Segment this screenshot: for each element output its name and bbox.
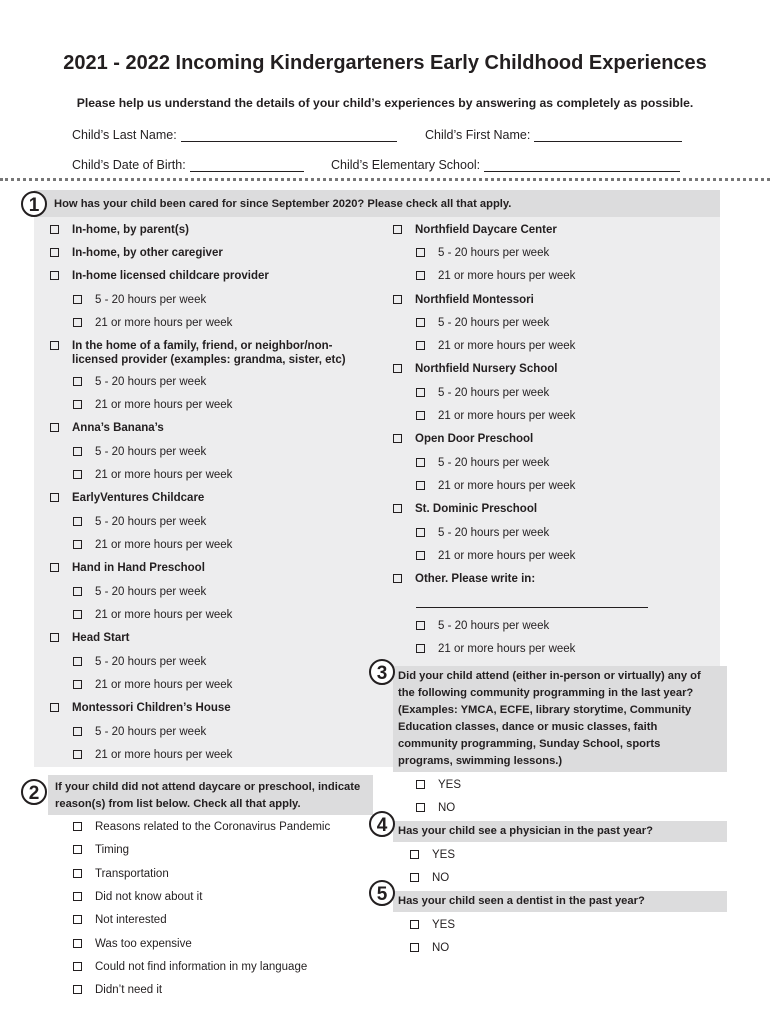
option-label: 5 - 20 hours per week xyxy=(438,620,550,632)
q1-left-option-22[interactable] xyxy=(73,748,232,762)
checkbox[interactable] xyxy=(73,657,82,666)
q4-number-badge: 4 xyxy=(369,811,395,837)
option-label: YES xyxy=(432,919,456,931)
checkbox[interactable] xyxy=(73,377,82,386)
q2-option-0[interactable] xyxy=(73,820,330,834)
option-label: Other. Please write in: xyxy=(415,573,536,585)
q4-option-1[interactable] xyxy=(410,871,449,885)
q5-number-badge: 5 xyxy=(369,880,395,906)
q1-left-option-1[interactable] xyxy=(50,246,223,260)
checkbox[interactable] xyxy=(50,341,59,350)
checkbox[interactable] xyxy=(73,587,82,596)
option-label: 5 - 20 hours per week xyxy=(95,516,207,528)
checkbox[interactable] xyxy=(393,364,402,373)
checkbox[interactable] xyxy=(416,271,425,280)
option-label: 21 or more hours per week xyxy=(95,399,233,411)
q5-option-1[interactable] xyxy=(410,941,449,955)
dob-input-line[interactable] xyxy=(190,159,304,172)
q1-right-option-5[interactable] xyxy=(416,339,575,353)
q1-left-option-16[interactable] xyxy=(73,608,232,622)
option-label: Montessori Children’s House xyxy=(72,702,231,714)
checkbox[interactable] xyxy=(416,318,425,327)
checkbox[interactable] xyxy=(416,528,425,537)
option-label: 21 or more hours per week xyxy=(438,410,576,422)
q3-option-1[interactable] xyxy=(416,801,455,815)
option-label: Not interested xyxy=(95,914,167,927)
checkbox[interactable] xyxy=(73,750,82,759)
checkbox[interactable] xyxy=(50,248,59,257)
option-label: Reasons related to the Coronavirus Pandemic xyxy=(95,821,331,833)
checkbox[interactable] xyxy=(416,644,425,653)
school-input-line[interactable] xyxy=(484,159,680,172)
last-name-label: Child’s Last Name: xyxy=(72,128,177,142)
checkbox[interactable] xyxy=(50,225,59,234)
option-label: 5 - 20 hours per week xyxy=(95,586,207,598)
option-label: NO xyxy=(438,802,456,814)
last-name-field[interactable] xyxy=(72,128,397,142)
q1-right-option-15[interactable] xyxy=(393,572,535,586)
dob-field[interactable] xyxy=(72,158,304,172)
q1-left-option-9[interactable] xyxy=(73,445,206,459)
checkbox[interactable] xyxy=(416,780,425,789)
checkbox[interactable] xyxy=(73,845,82,854)
q1-number-badge: 1 xyxy=(21,191,47,217)
q1-question-text: How has your child been cared for since September 2020? Please check all that apply. xyxy=(54,198,512,210)
option-label: 5 - 20 hours per week xyxy=(438,527,550,539)
option-label: 5 - 20 hours per week xyxy=(95,446,207,458)
q1-right-option-16[interactable] xyxy=(416,619,549,633)
checkbox[interactable] xyxy=(73,470,82,479)
q1-right-option-14[interactable] xyxy=(416,549,575,563)
q4-option-0[interactable] xyxy=(410,848,455,862)
q4-question-text: Has your child see a physician in the past year? xyxy=(398,825,653,837)
q3-number-badge: 3 xyxy=(369,659,395,685)
checkbox[interactable] xyxy=(73,892,82,901)
school-field[interactable] xyxy=(331,158,680,172)
checkbox[interactable] xyxy=(416,621,425,630)
form-title: 2021 - 2022 Incoming Kindergarteners Early Childhood Experiences xyxy=(63,52,707,74)
checkbox[interactable] xyxy=(50,633,59,642)
q1-left-option-20[interactable] xyxy=(50,701,231,715)
option-label: St. Dominic Preschool xyxy=(415,503,538,515)
checkbox[interactable] xyxy=(73,517,82,526)
option-label: 21 or more hours per week xyxy=(95,317,233,329)
checkbox[interactable] xyxy=(50,271,59,280)
option-label: 21 or more hours per week xyxy=(438,550,576,562)
option-label: 21 or more hours per week xyxy=(438,480,576,492)
checkbox[interactable] xyxy=(50,563,59,572)
q1-right-option-7[interactable] xyxy=(416,386,549,400)
checkbox[interactable] xyxy=(73,610,82,619)
checkbox[interactable] xyxy=(73,400,82,409)
checkbox[interactable] xyxy=(410,943,419,952)
option-label: YES xyxy=(432,849,456,861)
option-label: Timing xyxy=(95,844,130,857)
q1-left-option-3[interactable] xyxy=(73,293,206,307)
school-label: Child’s Elementary School: xyxy=(331,158,481,172)
checkbox[interactable] xyxy=(73,962,82,971)
option-label: 21 or more hours per week xyxy=(438,643,576,655)
q2-option-3[interactable] xyxy=(73,890,202,904)
option-label: Anna’s Banana’s xyxy=(72,422,164,434)
q1-left-option-12[interactable] xyxy=(73,515,206,529)
q1-left-option-14[interactable] xyxy=(50,561,205,575)
option-label: 5 - 20 hours per week xyxy=(95,376,207,388)
checkbox[interactable] xyxy=(416,551,425,560)
other-write-in-line[interactable] xyxy=(416,607,648,608)
q1-left-option-6[interactable] xyxy=(73,375,206,389)
checkbox[interactable] xyxy=(416,248,425,257)
q1-left-option-7[interactable] xyxy=(73,398,232,412)
option-label: Did not know about it xyxy=(95,890,203,903)
checkbox[interactable] xyxy=(416,481,425,490)
option-label: 5 - 20 hours per week xyxy=(438,247,550,259)
q2-option-5[interactable] xyxy=(73,937,192,951)
checkbox[interactable] xyxy=(73,680,82,689)
q1-left-option-2[interactable] xyxy=(50,269,269,283)
checkbox[interactable] xyxy=(410,873,419,882)
first-name-input-line[interactable] xyxy=(534,129,682,142)
q1-right-option-11[interactable] xyxy=(416,479,575,493)
checkbox[interactable] xyxy=(73,915,82,924)
checkbox[interactable] xyxy=(393,295,402,304)
q1-right-option-12[interactable] xyxy=(393,502,537,516)
option-label: 21 or more hours per week xyxy=(95,609,233,621)
option-label: 5 - 20 hours per week xyxy=(438,317,550,329)
q2-option-2[interactable] xyxy=(73,867,169,881)
q1-left-option-19[interactable] xyxy=(73,678,232,692)
checkbox[interactable] xyxy=(393,574,402,583)
checkbox[interactable] xyxy=(50,423,59,432)
checkbox[interactable] xyxy=(410,920,419,929)
checkbox[interactable] xyxy=(73,822,82,831)
q1-right-option-3[interactable] xyxy=(393,293,534,307)
q1-right-option-2[interactable] xyxy=(416,269,575,283)
checkbox[interactable] xyxy=(73,727,82,736)
option-label: EarlyVentures Childcare xyxy=(72,492,205,504)
option-label: NO xyxy=(432,872,450,884)
option-label: Didn’t need it xyxy=(95,984,163,997)
q1-left-option-13[interactable] xyxy=(73,538,232,552)
option-label: 5 - 20 hours per week xyxy=(95,726,207,738)
checkbox[interactable] xyxy=(393,504,402,513)
checkbox[interactable] xyxy=(73,318,82,327)
q1-left-option-21[interactable] xyxy=(73,725,206,739)
q1-right-option-17[interactable] xyxy=(416,642,575,656)
option-label: Northfield Nursery School xyxy=(415,363,558,375)
option-label: Could not find information in my language xyxy=(95,960,308,973)
q1-left-option-15[interactable] xyxy=(73,585,206,599)
form-subtitle: Please help us understand the details of your child’s experiences by answering as completely as possible. xyxy=(76,96,694,110)
checkbox[interactable] xyxy=(393,225,402,234)
q1-right-option-10[interactable] xyxy=(416,456,549,470)
option-label: Open Door Preschool xyxy=(415,433,534,445)
checkbox[interactable] xyxy=(73,447,82,456)
option-label: In-home, by other caregiver xyxy=(72,247,223,259)
option-label: 5 - 20 hours per week xyxy=(438,387,550,399)
q1-left-option-10[interactable] xyxy=(73,468,232,482)
option-label: In-home, by parent(s) xyxy=(72,224,189,236)
option-label: Northfield Montessori xyxy=(415,294,534,306)
q1-right-option-4[interactable] xyxy=(416,316,549,330)
checkbox[interactable] xyxy=(416,803,425,812)
option-label: 5 - 20 hours per week xyxy=(95,656,207,668)
checkbox[interactable] xyxy=(73,869,82,878)
checkbox[interactable] xyxy=(410,850,419,859)
checkbox[interactable] xyxy=(50,493,59,502)
checkbox[interactable] xyxy=(393,434,402,443)
q1-right-option-8[interactable] xyxy=(416,409,575,423)
option-label: 21 or more hours per week xyxy=(95,539,233,551)
q2-option-1[interactable] xyxy=(73,843,129,857)
option-label: 5 - 20 hours per week xyxy=(95,294,207,306)
q1-right-option-6[interactable] xyxy=(393,362,558,376)
checkbox[interactable] xyxy=(416,388,425,397)
q1-right-option-1[interactable] xyxy=(416,246,549,260)
q1-left-option-0[interactable] xyxy=(50,223,189,237)
q1-right-option-13[interactable] xyxy=(416,526,549,540)
option-label: 21 or more hours per week xyxy=(95,749,233,761)
option-label: Hand in Hand Preschool xyxy=(72,562,205,574)
q2-option-4[interactable] xyxy=(73,913,167,927)
q1-left-option-11[interactable] xyxy=(50,491,204,505)
dob-label: Child’s Date of Birth: xyxy=(72,158,186,172)
q1-right-option-9[interactable] xyxy=(393,432,533,446)
q5-question-text: Has your child seen a dentist in the past year? xyxy=(398,895,645,907)
option-label: 21 or more hours per week xyxy=(95,469,233,481)
q2-option-7[interactable] xyxy=(73,983,162,997)
option-label: In the home of a family, friend, or neighbor/non-licensed provider (examples: grandma, sister, etc) xyxy=(72,340,346,366)
q2-number-badge: 2 xyxy=(21,779,47,805)
option-label: Northfield Daycare Center xyxy=(415,224,557,236)
section-divider xyxy=(0,178,770,181)
option-label: Was too expensive xyxy=(95,937,192,950)
q5-option-0[interactable] xyxy=(410,918,455,932)
option-label: NO xyxy=(432,942,450,954)
option-label: Head Start xyxy=(72,632,130,644)
q1-left-option-8[interactable] xyxy=(50,421,164,435)
q1-left-option-18[interactable] xyxy=(73,655,206,669)
checkbox[interactable] xyxy=(416,458,425,467)
checkbox[interactable] xyxy=(416,341,425,350)
q1-right-option-0[interactable] xyxy=(393,223,557,237)
first-name-field[interactable] xyxy=(425,128,682,142)
option-label: In-home licensed childcare provider xyxy=(72,270,269,282)
option-label: 21 or more hours per week xyxy=(438,340,576,352)
first-name-label: Child’s First Name: xyxy=(425,128,531,142)
checkbox[interactable] xyxy=(50,703,59,712)
checkbox[interactable] xyxy=(416,411,425,420)
q2-option-6[interactable] xyxy=(73,960,307,974)
checkbox[interactable] xyxy=(73,295,82,304)
q3-option-0[interactable] xyxy=(416,778,461,792)
checkbox[interactable] xyxy=(73,540,82,549)
option-label: Transportation xyxy=(95,867,169,880)
q1-left-option-17[interactable] xyxy=(50,631,130,645)
option-label: YES xyxy=(438,779,462,791)
option-label: 21 or more hours per week xyxy=(438,270,576,282)
option-label: 5 - 20 hours per week xyxy=(438,457,550,469)
option-label: 21 or more hours per week xyxy=(95,679,233,691)
q1-left-option-4[interactable] xyxy=(73,316,232,330)
last-name-input-line[interactable] xyxy=(181,129,397,142)
checkbox[interactable] xyxy=(73,985,82,994)
q1-left-option-5[interactable] xyxy=(50,339,350,367)
checkbox[interactable] xyxy=(73,939,82,948)
q3-question-text: Did your child attend (either in-person or virtually) any of the following community programming in the last year? (Examples: YMCA, ECFE, library storytime, Community Education classes, dance or music classes, faith community programming, Sunday School, sports programs, swimming lessons.) xyxy=(398,670,701,767)
q2-question-text: If your child did not attend daycare or preschool, indicate reason(s) from list below. Check all that apply. xyxy=(55,781,361,810)
